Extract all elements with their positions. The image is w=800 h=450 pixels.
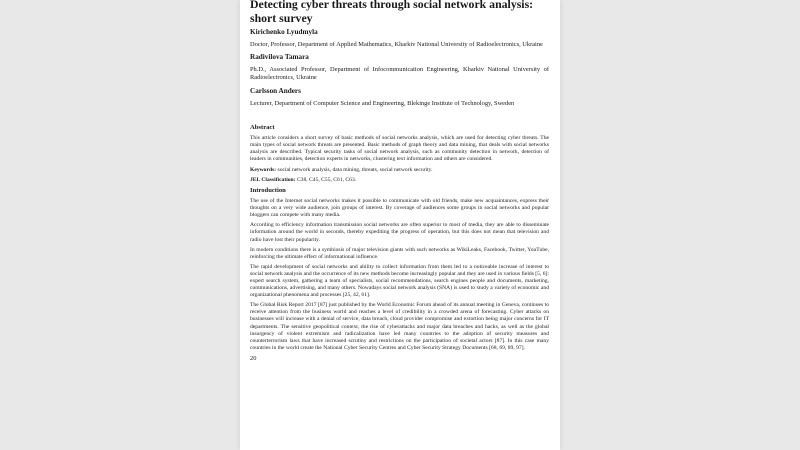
introduction-heading: Introduction [250,187,286,195]
page-number: 20 [250,354,257,362]
paper-title [250,0,549,25]
author-name-2: Radivilova Tamara [250,53,309,62]
jel-text: C38, C45, C55, C61, C63. [296,176,357,183]
paper-title-line-2: short survey [250,11,313,25]
author-name-1: Kirichenko Lyudmyla [250,28,318,36]
author-affiliation-1: Doctor, Professor, Department of Applied Mathematics, Kharkiv National University of Radioelectronics, Ukraine [250,41,543,48]
paper-title-line-1: Detecting cyber threats through social network analysis: [250,0,534,11]
author-name-3: Carlsson Anders [250,86,301,95]
author-affiliation-3: Lecturer, Department of Computer Science and Engineering, Blekinge Institute of Technology, Sweden [250,99,515,107]
body-paragraph-1: The use of the Internet social networks makes it possible to communicate with old friends, make new acquaintances, express their thoughts on a very wide audience, join groups of interest. By coverage of audiences some groups in social networks and popular bloggers can compete with many media. [250,198,549,219]
spacer [250,112,549,122]
document-page [240,0,560,450]
abstract-text: This article considers a short survey of basic methods of social networks analysis, which are used for detecting cyber threats. The main types of social network threats are presented. Basic methods of graph theory and data mining, that deals with social networks analysis are described. Typical security tasks of social network analysis, such as community detection in network, detection of leaders in communities, detection experts in networks, clustering text information and others are considered. [250,134,549,163]
jel-line [250,177,549,184]
body-paragraph-5: The Global Risk Report 2017 [87] just published by the World Economic Forum ahead of its annual meeting in Geneva, continues to receive attention from the business world and reaches a level of credibility in a crowded arena of forecasting. Cyber attacks on businesses will increase with a denial of service, data breach, cloud provider compromise and extortion being major concerns for IT departments. The sensitive geopolitical context, the rise of cyberattacks and major data breaches and hacks, as well as the global insurgency of violent extremism and radicalization have led many countries to the adoption of security measures and counterterrorism laws that have increased scrutiny and restrictions on the participation of societal actors [87]. In this case many countries in the world create the National Cyber Security Centres and Cyber Security Strategy Documents [68, 69, 89, 97]. [250,302,549,351]
body-paragraph-3: In modern conditions there is a symbiosis of major television giants with such networks as WikiLeaks, Facebook, Twitter, YouTube, reinforcing the ultimate effect of informational influence. [250,246,549,260]
keywords-text: social network analysis, data mining, threats, social network security. [277,166,433,173]
page-content [250,0,549,363]
keywords-label: Keywords: [250,166,277,173]
body-paragraph-4: The rapid development of social networks and ability to collect information from them led to a noticeable increase of interest to social network analysis and the occurrence of its new methods become increasingly popular and they are used in various fields [5, 6]: expert search system, gathering a team of specialists, social recommendations, search engines people and documents, marketing, communications, advertising, and many others. Nowadays social network analysis (SNA) is used to study a variety of economic and organizational phenomena and processes [25, 42, 61]. [250,263,549,299]
body-paragraph-2: According to efficiency information transmission social networks are often superior to most of media, they are able to disseminate information around the world in seconds, thereby expediting the progress of operation, but this does not mean that television and radio have lost their popularity. [250,222,549,243]
keywords-line [250,167,549,174]
abstract-heading: Abstract [250,123,275,131]
jel-label: JEL Classification: [250,176,296,183]
author-affiliation-2: Ph.D., Associated Professor, Department of Infocommunication Engineering, Kharkiv National University of Radioelectronics, Ukraine [250,66,549,82]
